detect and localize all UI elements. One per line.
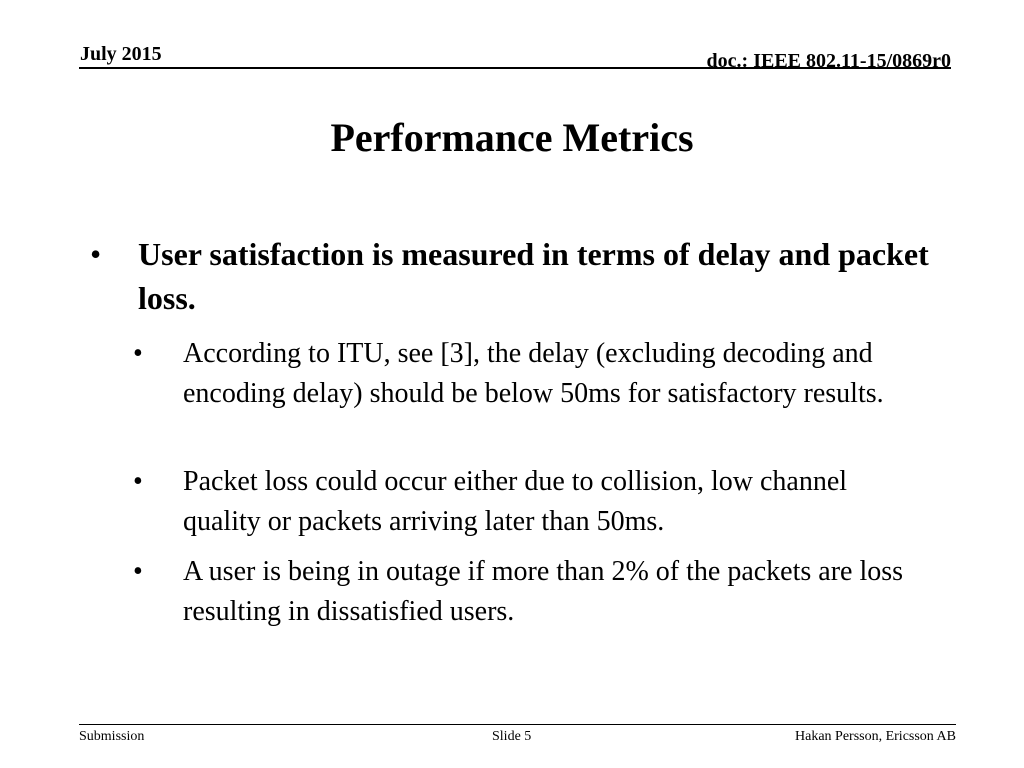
footer-submission: Submission bbox=[79, 729, 145, 744]
header-doc-id: doc.: IEEE 802.11-15/0869r0 bbox=[706, 50, 951, 72]
bullet-dot-icon: • bbox=[133, 556, 143, 587]
sub-bullet-text: A user is being in outage if more than 2% of the packets are loss resulting in dissatisfied users. bbox=[183, 556, 904, 627]
header-date: July 2015 bbox=[80, 43, 162, 65]
slide-title: Performance Metrics bbox=[330, 115, 694, 160]
footer-author: Hakan Persson, Ericsson AB bbox=[795, 729, 956, 744]
sub-bullet-text: According to ITU, see [3], the delay (excluding decoding and encoding delay) should be below 50ms for satisfactory results. bbox=[183, 338, 884, 409]
bullet-dot-icon: • bbox=[133, 338, 143, 369]
sub-bullet-text: Packet loss could occur either due to collision, low channel quality or packets arriving later than 50ms. bbox=[183, 466, 848, 537]
bullet-dot-icon: • bbox=[90, 236, 102, 272]
header-divider bbox=[79, 67, 951, 69]
bullet-dot-icon: • bbox=[133, 466, 143, 497]
main-bullet-text: User satisfaction is measured in terms of delay and packet loss. bbox=[138, 236, 929, 316]
footer-divider bbox=[79, 724, 956, 725]
footer-slide-number: Slide 5 bbox=[492, 729, 532, 744]
